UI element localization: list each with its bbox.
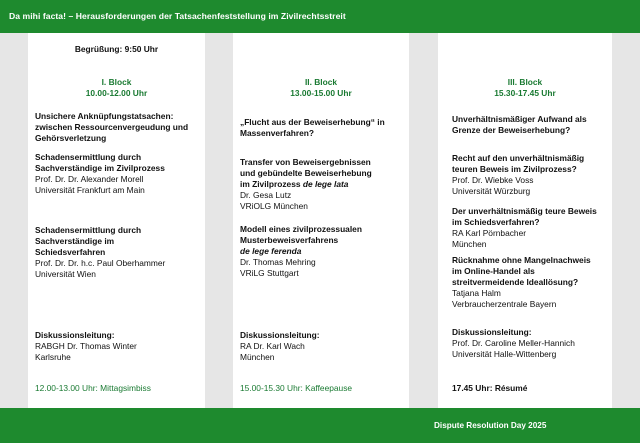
talk-title-italic: de lege ferenda: [240, 246, 302, 256]
program-column-1: [28, 33, 205, 408]
topic-title-line: Unsichere Anknüpfungstatsachen:: [35, 111, 174, 121]
block-name: I. Block: [101, 77, 132, 87]
topic-title-line: Massenverfahren?: [240, 128, 315, 138]
discussion-label: Diskussionsleitung:: [35, 330, 115, 340]
talk-title-line: Modell eines zivilprozessualen: [240, 224, 362, 234]
talk-speaker: Dr. Thomas Mehring: [240, 257, 316, 267]
talk-speaker: Dr. Gesa Lutz: [240, 190, 292, 200]
talk-title-line: teuren Beweis im Zivilprozess?: [452, 164, 577, 174]
talk-speaker: Prof. Dr. Dr. Alexander Morell: [35, 174, 144, 184]
closing-note: 17.45 Uhr: Résumé: [452, 383, 528, 393]
topic-title-line: zwischen Ressourcenvergeudung und: [35, 122, 189, 132]
discussion-person: Prof. Dr. Caroline Meller-Hannich: [452, 338, 575, 348]
footer-bar: [0, 408, 640, 443]
discussion-label: Diskussionsleitung:: [452, 327, 532, 337]
talk-title-line: [240, 179, 348, 190]
block-name: II. Block: [304, 77, 338, 87]
greeting-time: Begrüßung: 9:50 Uhr: [74, 44, 159, 54]
block-time: 15.30-17.45 Uhr: [494, 88, 556, 98]
talk-title-text: im Zivilprozess: [240, 179, 303, 189]
talk-affiliation: VRiOLG München: [240, 201, 308, 211]
discussion-person: RABGH Dr. Thomas Winter: [35, 341, 137, 351]
block-name: III. Block: [507, 77, 543, 87]
talk-title-line: und gebündelte Beweiserhebung: [240, 168, 372, 178]
break-note: 12.00-13.00 Uhr: Mittagsimbiss: [35, 383, 151, 393]
discussion-place: Universität Halle-Wittenberg: [452, 349, 557, 359]
talk-title-line: streitvermeidende Ideallösung?: [452, 277, 579, 287]
talk-affiliation: Universität Frankfurt am Main: [35, 185, 145, 195]
block-time: 13.00-15.00 Uhr: [290, 88, 352, 98]
talk-title-line: Der unverhältnismäßig teure Beweis: [452, 206, 597, 216]
talk-title-line: Schadensermittlung durch: [35, 225, 142, 235]
discussion-person: RA Dr. Karl Wach: [240, 341, 305, 351]
talk-title-line: Musterbeweisverfahrens: [240, 235, 339, 245]
talk-title-line: Recht auf den unverhältnismäßig: [452, 153, 585, 163]
program-column-3: [438, 33, 612, 408]
talk-title-line: im Online-Handel als: [452, 266, 535, 276]
talk-title-italic: de lege lata: [302, 179, 349, 189]
topic-title-line: „Flucht aus der Beweiserhebung“ in: [240, 117, 385, 127]
topic-title-line: Unverhältnismäßiger Aufwand als: [452, 114, 587, 124]
talk-speaker: RA Karl Pörnbacher: [452, 228, 527, 238]
talk-title-line: Schiedsverfahren: [35, 247, 106, 257]
talk-title-line: Sachverständige im: [35, 236, 115, 246]
talk-title-line: Sachverständige im Zivilprozess: [35, 163, 165, 173]
talk-title-line: Schadensermittlung durch: [35, 152, 142, 162]
discussion-label: Diskussionsleitung:: [240, 330, 320, 340]
header-bar: [0, 0, 640, 33]
program-column-2: [233, 33, 409, 408]
talk-affiliation: Universität Wien: [35, 269, 96, 279]
event-name: Dispute Resolution Day 2025: [434, 421, 547, 430]
talk-speaker: Tatjana Halm: [452, 288, 501, 298]
topic-title-line: Gehörsverletzung: [35, 133, 107, 143]
talk-affiliation: München: [452, 239, 487, 249]
talk-speaker: Prof. Dr. Dr. h.c. Paul Oberhammer: [35, 258, 166, 268]
talk-speaker: Prof. Dr. Wiebke Voss: [452, 175, 534, 185]
talk-affiliation: Universität Würzburg: [452, 186, 531, 196]
talk-title-line: Transfer von Beweisergebnissen: [240, 157, 371, 167]
discussion-place: München: [240, 352, 275, 362]
talk-affiliation: VRiLG Stuttgart: [240, 268, 299, 278]
talk-title-line: Rücknahme ohne Mangelnachweis: [452, 255, 591, 265]
talk-affiliation: Verbraucherzentrale Bayern: [452, 299, 557, 309]
block-time: 10.00-12.00 Uhr: [85, 88, 148, 98]
talk-title-line: im Schiedsverfahren?: [452, 217, 540, 227]
topic-title-line: Grenze der Beweiserhebung?: [452, 125, 571, 135]
break-note: 15.00-15.30 Uhr: Kaffeepause: [240, 383, 353, 393]
discussion-place: Karlsruhe: [35, 352, 71, 362]
page-title: Da mihi facta! – Herausforderungen der Tatsachenfeststellung im Zivilrechtsstreit: [9, 11, 346, 21]
